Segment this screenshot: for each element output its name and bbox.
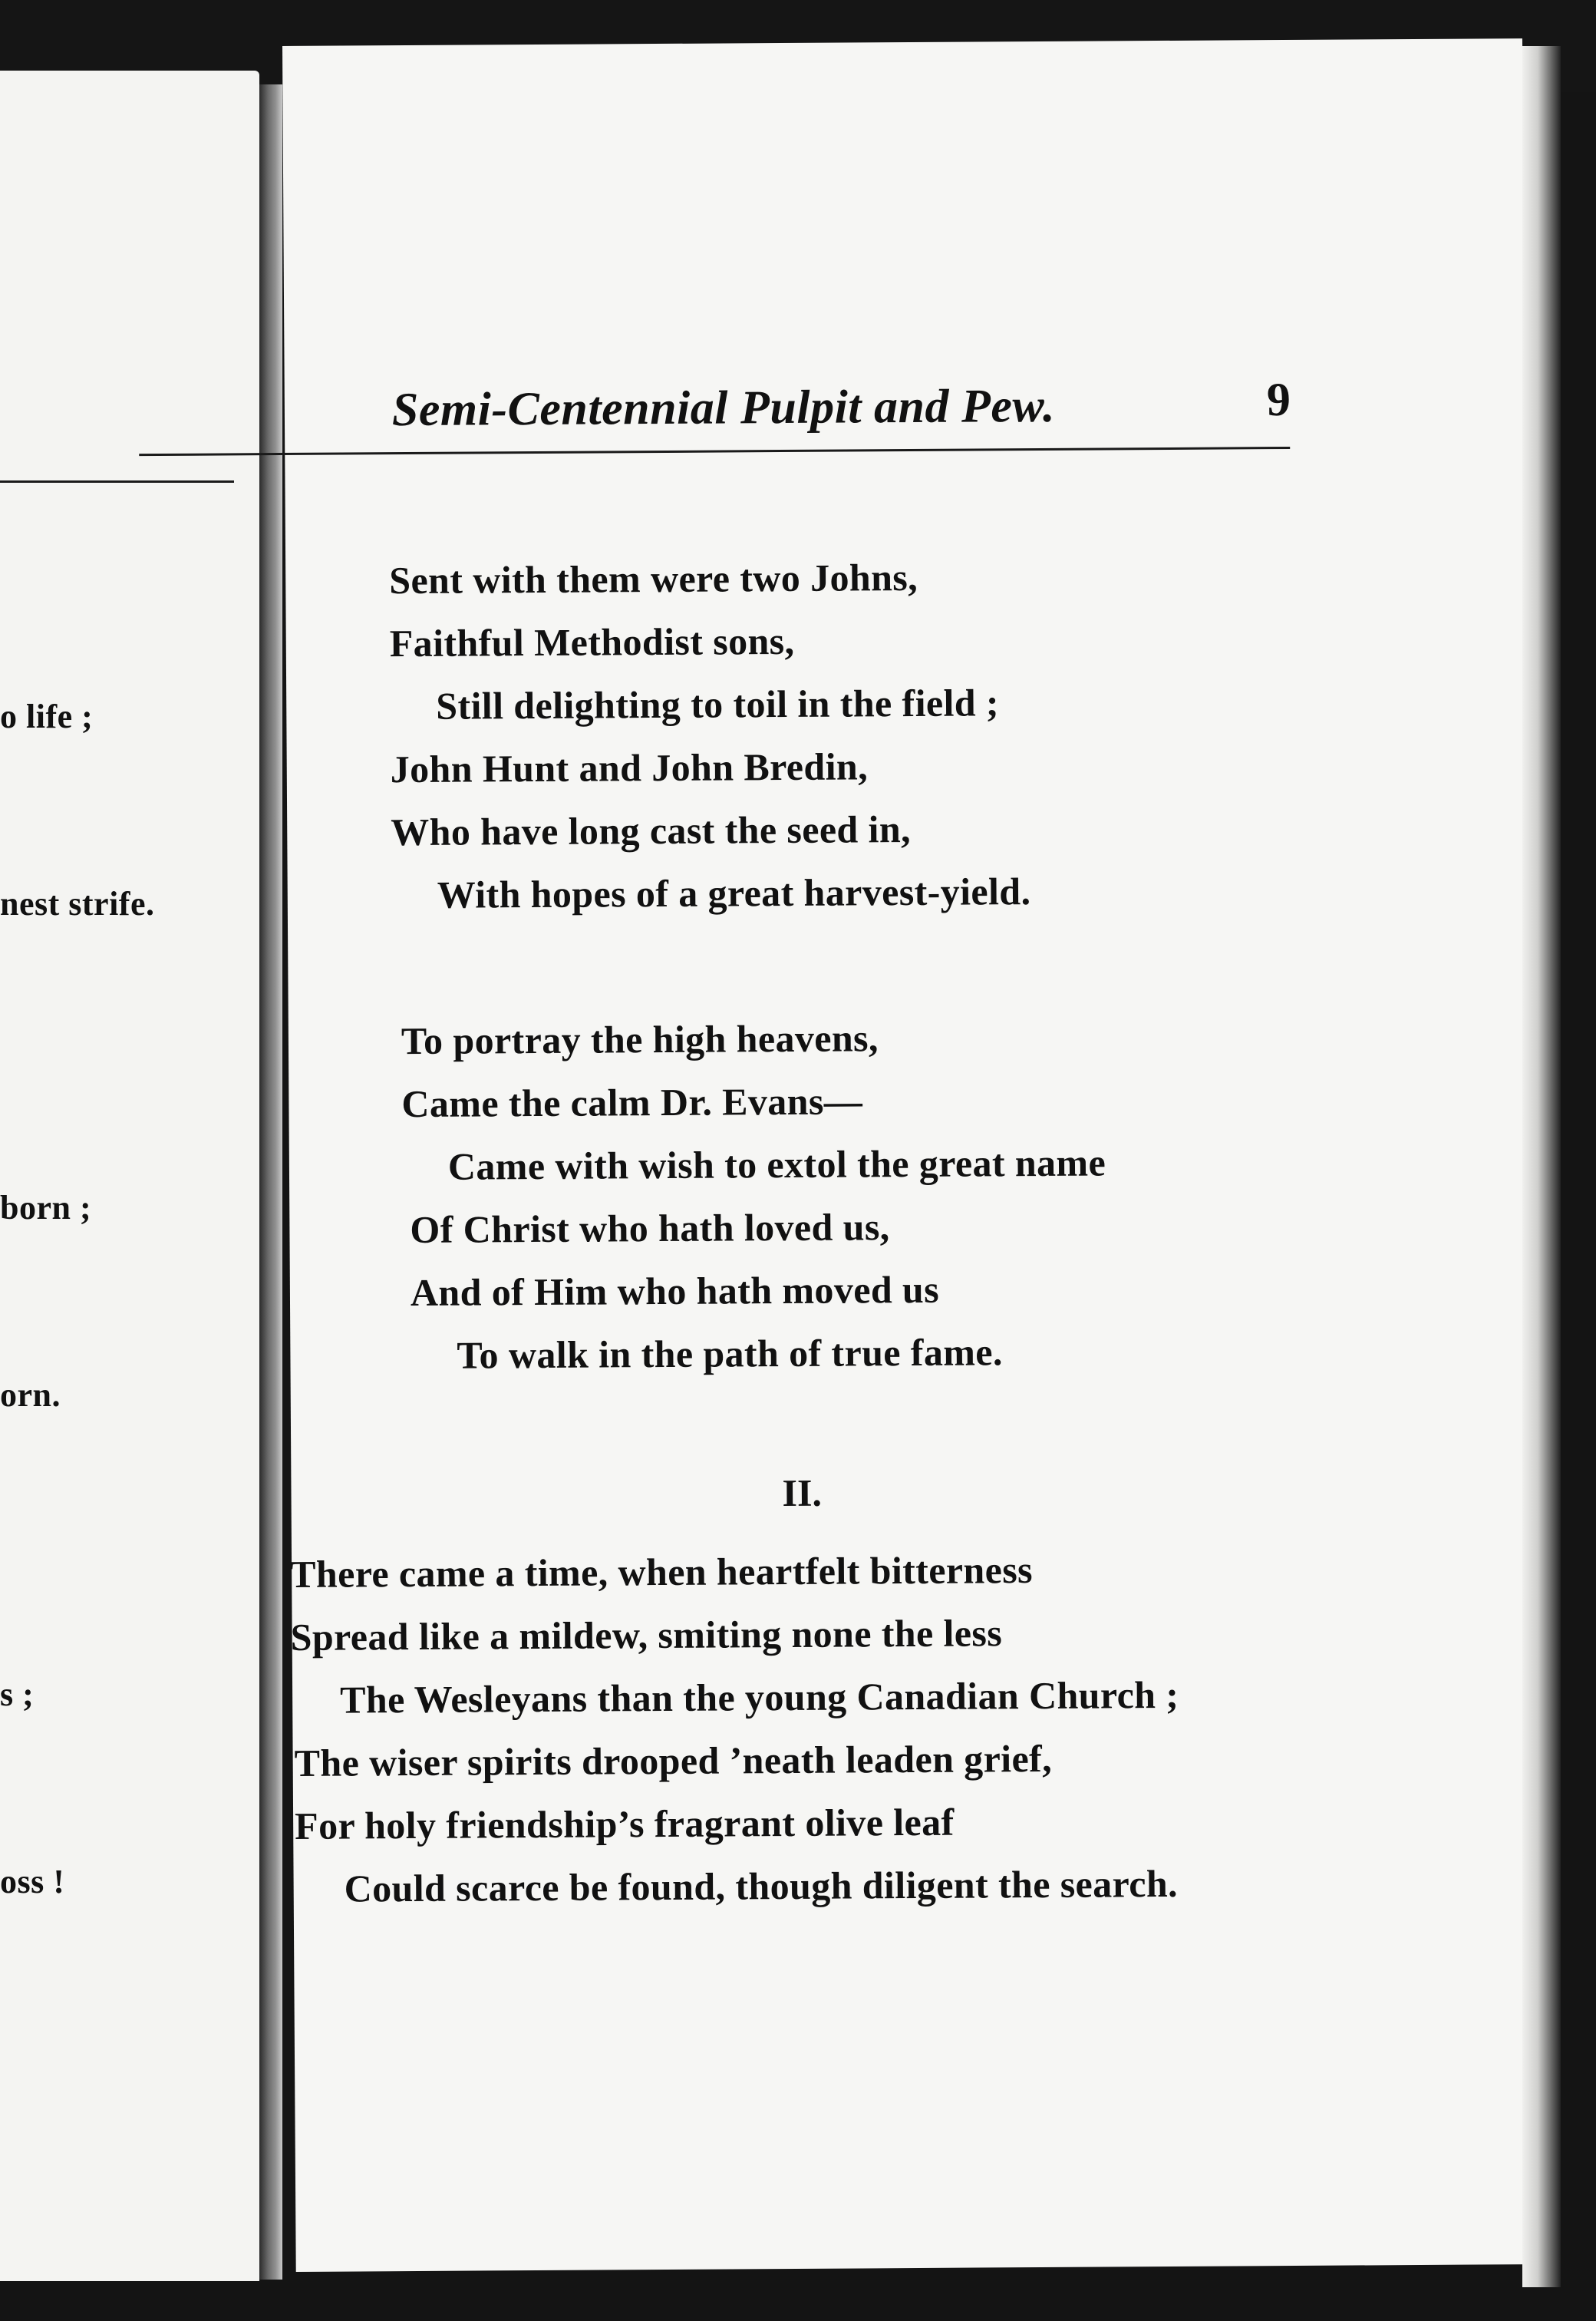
verse-line: Faithful Methodist sons, [389, 619, 795, 665]
verse-line: The wiser spirits drooped ’neath leaden grief, [294, 1736, 1053, 1784]
left-page-rule [0, 480, 234, 483]
verse-line: Came the calm Dr. Evans— [401, 1079, 863, 1126]
verse-line: Spread like a mildew, smiting none the less [290, 1611, 1003, 1659]
verse-line: Who have long cast the seed in, [391, 807, 912, 854]
left-page-fragment: o life ; [0, 698, 94, 735]
page-number: 9 [1266, 373, 1291, 427]
verse-line: For holy friendship’s fragrant olive leaf [294, 1800, 955, 1847]
verse-line: With hopes of a great harvest-yield. [437, 870, 1031, 916]
left-page-fragment: oss ! [0, 1863, 65, 1900]
verse-line: Could scarce be found, though diligent the search. [344, 1861, 1179, 1910]
verse-line: And of Him who hath moved us [410, 1267, 940, 1315]
verse-line: To portray the high heavens, [401, 1016, 879, 1063]
left-page-fragment: nest strife. [0, 885, 155, 923]
left-page-fragment: born ; [0, 1189, 92, 1227]
verse-line: To walk in the path of true fame. [457, 1330, 1003, 1377]
header-rule [139, 447, 1290, 456]
left-page-fragment: orn. [0, 1376, 61, 1414]
section-numeral: II. [782, 1471, 823, 1515]
verse-line: There came a time, when heartfelt bitterness [289, 1548, 1034, 1596]
left-facing-page [0, 71, 259, 2281]
running-title: Semi-Centennial Pulpit and Pew. [391, 379, 1056, 437]
right-page [282, 38, 1536, 2272]
verse-line: Of Christ who hath loved us, [410, 1205, 890, 1252]
verse-line: Came with wish to extol the great name [447, 1141, 1106, 1188]
page-header [391, 373, 1558, 444]
verse-line: The Wesleyans than the young Canadian Church ; [339, 1672, 1179, 1722]
book-gutter [259, 84, 282, 2280]
verse-line: Still delighting to toil in the field ; [436, 681, 1000, 728]
page-edge [1522, 46, 1561, 2287]
verse-line: Sent with them were two Johns, [389, 555, 918, 603]
left-page-fragment: s ; [0, 1676, 35, 1713]
verse-line: John Hunt and John Bredin, [390, 745, 869, 791]
